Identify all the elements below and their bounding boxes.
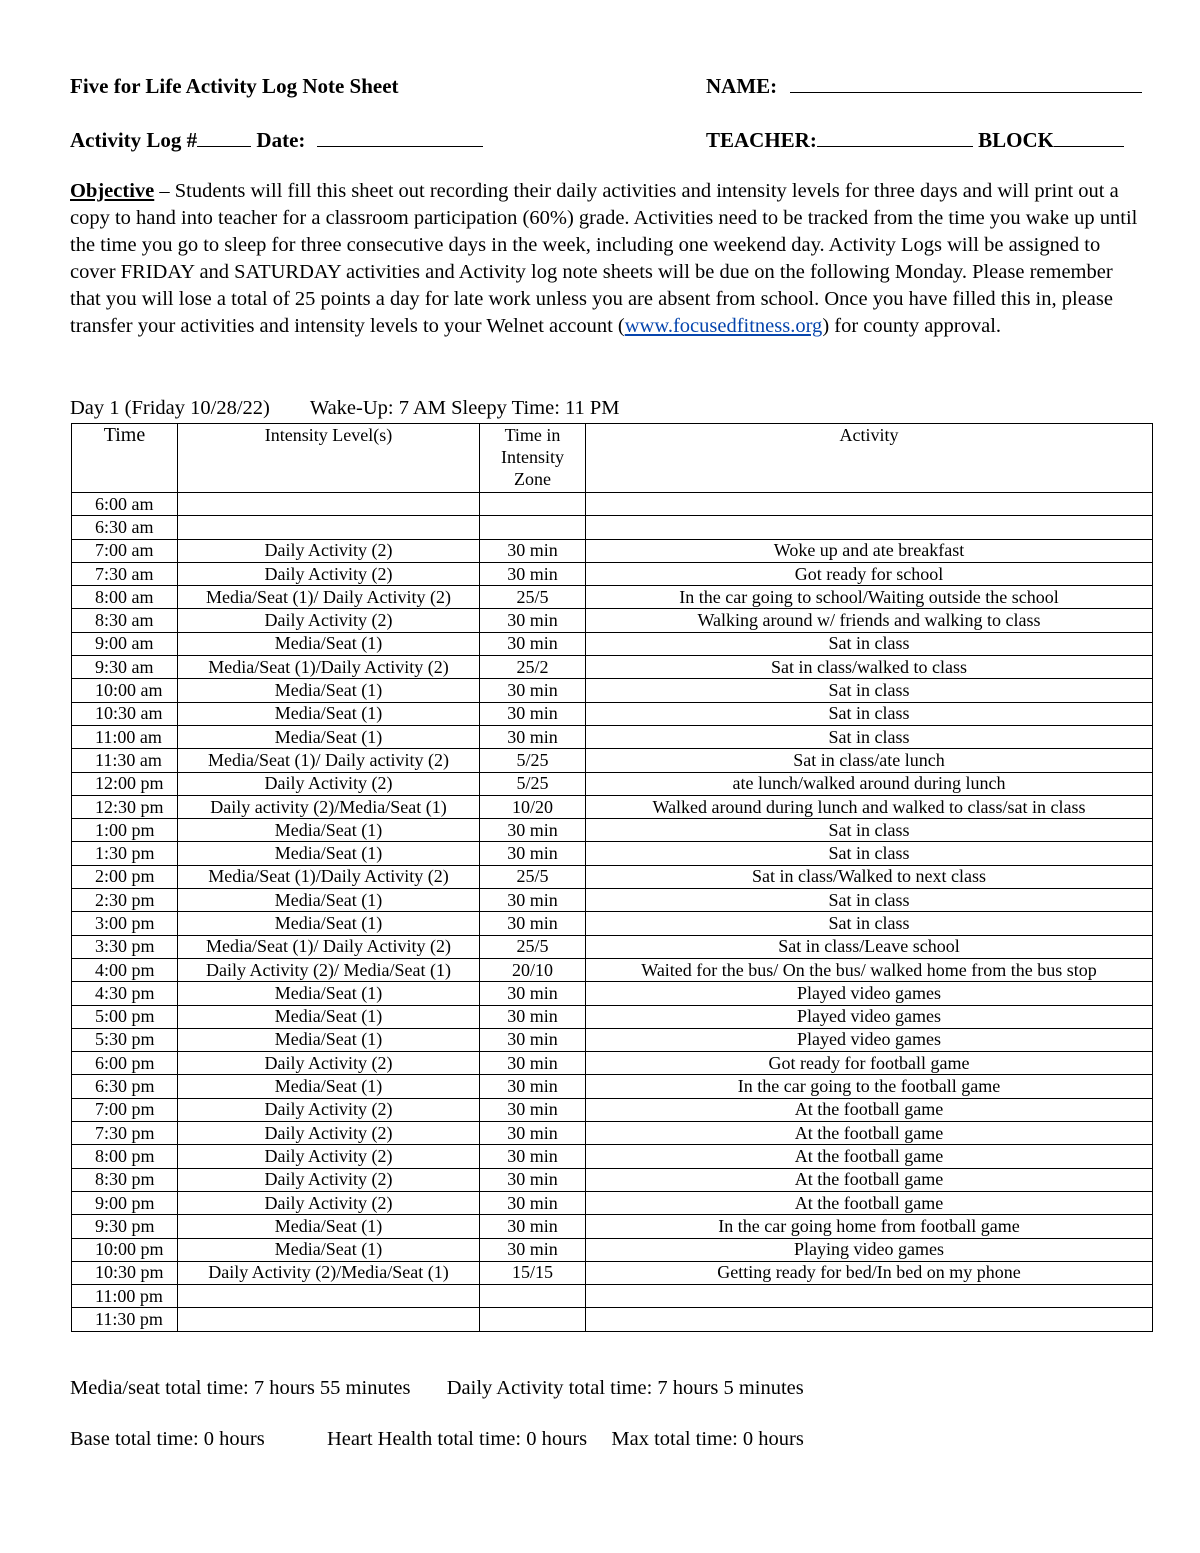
media-seat-total: Media/seat total time: 7 hours 55 minutes	[70, 1377, 411, 1399]
zone-time-cell	[480, 493, 586, 516]
intensity-cell: Media/Seat (1)	[178, 1005, 480, 1028]
time-cell: 1:00 pm	[72, 819, 178, 842]
activity-cell: Got ready for football game	[586, 1052, 1153, 1075]
time-cell: 9:00 am	[72, 632, 178, 655]
header-activity: Activity	[586, 424, 1153, 493]
activity-cell: Sat in class/Walked to next class	[586, 865, 1153, 888]
table-row	[72, 842, 1153, 865]
activity-cell	[586, 516, 1153, 539]
objective-label: Objective	[70, 180, 155, 202]
activity-cell: Sat in class/Leave school	[586, 935, 1153, 958]
intensity-cell: Media/Seat (1)	[178, 842, 480, 865]
zone-time-cell: 25/2	[480, 656, 586, 679]
time-cell: 1:30 pm	[72, 842, 178, 865]
teacher-block-line	[706, 128, 1124, 153]
intensity-cell: Daily Activity (2)	[178, 609, 480, 632]
table-row	[72, 516, 1153, 539]
name-label: NAME:	[706, 74, 778, 98]
table-row	[72, 539, 1153, 562]
activity-cell: Walked around during lunch and walked to class/sat in class	[586, 795, 1153, 818]
intensity-cell: Media/Seat (1)	[178, 1075, 480, 1098]
table-row	[72, 982, 1153, 1005]
intensity-cell: Daily Activity (2)	[178, 1052, 480, 1075]
zone-time-cell: 30 min	[480, 1028, 586, 1051]
zone-time-cell: 30 min	[480, 982, 586, 1005]
time-cell: 6:00 pm	[72, 1052, 178, 1075]
zone-time-cell: 25/5	[480, 865, 586, 888]
intensity-cell: Media/Seat (1)/ Daily Activity (2)	[178, 935, 480, 958]
time-cell: 8:30 am	[72, 609, 178, 632]
table-row	[72, 912, 1153, 935]
table-row	[72, 1145, 1153, 1168]
intensity-cell: Media/Seat (1)	[178, 1028, 480, 1051]
activity-cell: Sat in class	[586, 889, 1153, 912]
activity-cell: Sat in class	[586, 725, 1153, 748]
zone-time-cell: 20/10	[480, 958, 586, 981]
intensity-cell	[178, 493, 480, 516]
zone-time-cell	[480, 516, 586, 539]
activity-cell: Played video games	[586, 982, 1153, 1005]
time-cell: 7:30 pm	[72, 1122, 178, 1145]
intensity-cell: Daily Activity (2)/Media/Seat (1)	[178, 1261, 480, 1284]
log-number-blank[interactable]	[197, 128, 251, 147]
zone-time-cell: 30 min	[480, 1075, 586, 1098]
table-row	[72, 1005, 1153, 1028]
activity-cell: In the car going home from football game	[586, 1215, 1153, 1238]
table-row	[72, 1215, 1153, 1238]
activity-cell: ate lunch/walked around during lunch	[586, 772, 1153, 795]
intensity-cell: Media/Seat (1)	[178, 912, 480, 935]
zone-time-cell: 30 min	[480, 1098, 586, 1121]
table-row	[72, 702, 1153, 725]
intensity-cell: Media/Seat (1)	[178, 1238, 480, 1261]
welnet-link[interactable]: www.focusedfitness.org	[624, 315, 823, 337]
log-number-label: Activity Log #	[70, 128, 198, 152]
intensity-cell: Daily Activity (2)	[178, 562, 480, 585]
time-cell: 6:30 am	[72, 516, 178, 539]
activity-log-table	[71, 423, 1153, 1332]
activity-cell: Sat in class/ate lunch	[586, 749, 1153, 772]
table-row	[72, 609, 1153, 632]
zone-time-cell: 30 min	[480, 702, 586, 725]
intensity-cell: Media/Seat (1)	[178, 819, 480, 842]
zone-time-cell: 25/5	[480, 935, 586, 958]
table-row	[72, 1238, 1153, 1261]
zone-time-cell: 30 min	[480, 679, 586, 702]
zone-time-cell: 30 min	[480, 539, 586, 562]
time-cell: 9:00 pm	[72, 1191, 178, 1214]
activity-cell: At the football game	[586, 1191, 1153, 1214]
zone-time-cell: 30 min	[480, 725, 586, 748]
table-row	[72, 586, 1153, 609]
table-row	[72, 656, 1153, 679]
table-row	[72, 562, 1153, 585]
activity-cell: Sat in class	[586, 679, 1153, 702]
date-label: Date:	[256, 128, 306, 152]
zone-time-cell: 30 min	[480, 609, 586, 632]
sheet-title: Five for Life Activity Log Note Sheet	[70, 74, 399, 98]
time-cell: 7:00 pm	[72, 1098, 178, 1121]
zone-time-cell: 30 min	[480, 889, 586, 912]
intensity-cell: Media/Seat (1)	[178, 1215, 480, 1238]
table-row	[72, 749, 1153, 772]
max-total: Max total time: 0 hours	[611, 1428, 804, 1450]
time-cell: 6:30 pm	[72, 1075, 178, 1098]
time-cell: 8:00 pm	[72, 1145, 178, 1168]
table-row	[72, 725, 1153, 748]
activity-cell	[586, 1285, 1153, 1308]
zone-time-cell: 5/25	[480, 749, 586, 772]
activity-cell: Getting ready for bed/In bed on my phone	[586, 1261, 1153, 1284]
zone-time-cell: 30 min	[480, 1168, 586, 1191]
zone-time-cell: 30 min	[480, 1122, 586, 1145]
header-intensity: Intensity Level(s)	[178, 424, 480, 493]
activity-cell: Playing video games	[586, 1238, 1153, 1261]
activity-cell: At the football game	[586, 1145, 1153, 1168]
time-cell: 9:30 pm	[72, 1215, 178, 1238]
activity-cell: At the football game	[586, 1168, 1153, 1191]
intensity-cell: Daily Activity (2)	[178, 772, 480, 795]
zone-time-cell: 15/15	[480, 1261, 586, 1284]
activity-cell: Sat in class	[586, 842, 1153, 865]
zone-time-cell: 25/5	[480, 586, 586, 609]
header-time-in-zone	[480, 424, 586, 493]
intensity-cell: Daily Activity (2)	[178, 1098, 480, 1121]
day-label: Day 1 (Friday 10/28/22)	[70, 397, 270, 419]
header-zone-line-2: Intensity	[501, 447, 564, 467]
totals-line-1	[70, 1377, 804, 1400]
table-row	[72, 632, 1153, 655]
intensity-cell: Daily Activity (2)	[178, 1145, 480, 1168]
zone-time-cell	[480, 1285, 586, 1308]
time-cell: 2:00 pm	[72, 865, 178, 888]
time-cell: 10:00 pm	[72, 1238, 178, 1261]
zone-time-cell: 30 min	[480, 842, 586, 865]
intensity-cell: Media/Seat (1)/ Daily activity (2)	[178, 749, 480, 772]
name-blank[interactable]	[790, 74, 1142, 93]
activity-cell: Sat in class	[586, 912, 1153, 935]
table-row	[72, 679, 1153, 702]
time-cell: 8:30 pm	[72, 1168, 178, 1191]
intensity-cell: Daily Activity (2)	[178, 1168, 480, 1191]
zone-time-cell	[480, 1308, 586, 1331]
table-row	[72, 889, 1153, 912]
activity-cell	[586, 1308, 1153, 1331]
activity-cell: Sat in class	[586, 702, 1153, 725]
table-row	[72, 1052, 1153, 1075]
table-header-row	[72, 424, 1153, 493]
zone-time-cell: 30 min	[480, 819, 586, 842]
activity-cell: Waited for the bus/ On the bus/ walked home from the bus stop	[586, 958, 1153, 981]
activity-cell: At the football game	[586, 1122, 1153, 1145]
activity-cell: Walking around w/ friends and walking to class	[586, 609, 1153, 632]
intensity-cell: Daily Activity (2)	[178, 1191, 480, 1214]
table-row	[72, 819, 1153, 842]
zone-time-cell: 30 min	[480, 1052, 586, 1075]
activity-cell: At the football game	[586, 1098, 1153, 1121]
time-cell: 4:30 pm	[72, 982, 178, 1005]
time-cell: 7:30 am	[72, 562, 178, 585]
totals-line-2	[70, 1428, 804, 1451]
table-row	[72, 1261, 1153, 1284]
base-total: Base total time: 0 hours	[70, 1428, 265, 1450]
time-cell: 8:00 am	[72, 586, 178, 609]
block-blank[interactable]	[1054, 128, 1124, 147]
name-field[interactable]	[706, 74, 1142, 99]
time-cell: 12:30 pm	[72, 795, 178, 818]
daily-activity-total: Daily Activity total time: 7 hours 5 minutes	[446, 1377, 804, 1399]
intensity-cell: Media/Seat (1)	[178, 632, 480, 655]
table-row	[72, 935, 1153, 958]
time-cell: 3:30 pm	[72, 935, 178, 958]
intensity-cell: Daily Activity (2)	[178, 1122, 480, 1145]
intensity-cell: Media/Seat (1)/Daily Activity (2)	[178, 865, 480, 888]
activity-cell: Got ready for school	[586, 562, 1153, 585]
time-cell: 10:30 am	[72, 702, 178, 725]
intensity-cell: Daily Activity (2)/ Media/Seat (1)	[178, 958, 480, 981]
block-label: BLOCK	[978, 128, 1054, 152]
zone-time-cell: 5/25	[480, 772, 586, 795]
table-row	[72, 1285, 1153, 1308]
header-zone-line-1: Time in	[504, 425, 561, 445]
time-cell: 11:00 pm	[72, 1285, 178, 1308]
zone-time-cell: 30 min	[480, 912, 586, 935]
intensity-cell: Media/Seat (1)	[178, 889, 480, 912]
table-row	[72, 493, 1153, 516]
day-line	[70, 397, 620, 420]
activity-cell: Played video games	[586, 1028, 1153, 1051]
intensity-cell: Daily activity (2)/Media/Seat (1)	[178, 795, 480, 818]
objective-text: – Students will fill this sheet out recording their daily activities and intensity levels for three days and will print out a copy to hand into teacher for a classroom participation (60%) grade. Activities need to be tracked from the time you wake up until the time you go to sleep for three consecutive days in the week, including one weekend day. Activity Logs will be assigned to cover FRIDAY and SATURDAY activities and Activity log note sheets will be due on the following Monday. Please remember that you will lose a total of 25 points a day for late work unless you are absent from school. Once you have filled this in, please transfer your activities and intensity levels to your Welnet account (	[70, 180, 1138, 337]
intensity-cell: Media/Seat (1)/Daily Activity (2)	[178, 656, 480, 679]
header-time: Time	[72, 424, 178, 493]
activity-cell: Woke up and ate breakfast	[586, 539, 1153, 562]
time-cell: 9:30 am	[72, 656, 178, 679]
table-row	[72, 958, 1153, 981]
table-row	[72, 1191, 1153, 1214]
zone-time-cell: 30 min	[480, 1145, 586, 1168]
table-row	[72, 795, 1153, 818]
teacher-blank[interactable]	[817, 128, 973, 147]
table-row	[72, 1122, 1153, 1145]
time-cell: 6:00 am	[72, 493, 178, 516]
activity-cell: In the car going to the football game	[586, 1075, 1153, 1098]
time-cell: 5:00 pm	[72, 1005, 178, 1028]
intensity-cell	[178, 1285, 480, 1308]
activity-cell: Sat in class	[586, 819, 1153, 842]
zone-time-cell: 30 min	[480, 1005, 586, 1028]
intensity-cell: Daily Activity (2)	[178, 539, 480, 562]
heart-health-total: Heart Health total time: 0 hours	[326, 1428, 588, 1450]
table-body	[72, 493, 1153, 1332]
table-row	[72, 1098, 1153, 1121]
zone-time-cell: 30 min	[480, 632, 586, 655]
header-zone-line-3: Zone	[514, 469, 551, 489]
time-cell: 7:00 am	[72, 539, 178, 562]
table-row	[72, 772, 1153, 795]
table-row	[72, 1028, 1153, 1051]
time-cell: 5:30 pm	[72, 1028, 178, 1051]
zone-time-cell: 30 min	[480, 1215, 586, 1238]
wake-sleep-times: Wake-Up: 7 AM Sleepy Time: 11 PM	[309, 397, 620, 419]
zone-time-cell: 30 min	[480, 1191, 586, 1214]
zone-time-cell: 30 min	[480, 562, 586, 585]
activity-cell: Sat in class	[586, 632, 1153, 655]
time-cell: 10:00 am	[72, 679, 178, 702]
intensity-cell: Media/Seat (1)	[178, 982, 480, 1005]
time-cell: 10:30 pm	[72, 1261, 178, 1284]
time-cell: 3:00 pm	[72, 912, 178, 935]
intensity-cell: Media/Seat (1)	[178, 679, 480, 702]
table-row	[72, 1308, 1153, 1331]
teacher-label: TEACHER:	[706, 128, 817, 152]
time-cell: 4:00 pm	[72, 958, 178, 981]
objective-paragraph	[70, 178, 1140, 340]
activity-cell	[586, 493, 1153, 516]
intensity-cell: Media/Seat (1)	[178, 725, 480, 748]
activity-cell: Played video games	[586, 1005, 1153, 1028]
log-date-line	[70, 128, 483, 153]
objective-text-end: ) for county approval.	[822, 315, 1002, 337]
time-cell: 2:30 pm	[72, 889, 178, 912]
time-cell: 11:00 am	[72, 725, 178, 748]
intensity-cell	[178, 1308, 480, 1331]
zone-time-cell: 30 min	[480, 1238, 586, 1261]
intensity-cell: Media/Seat (1)	[178, 702, 480, 725]
table-row	[72, 1168, 1153, 1191]
intensity-cell: Media/Seat (1)/ Daily Activity (2)	[178, 586, 480, 609]
date-blank[interactable]	[317, 128, 483, 147]
activity-cell: Sat in class/walked to class	[586, 656, 1153, 679]
table-row	[72, 1075, 1153, 1098]
time-cell: 11:30 pm	[72, 1308, 178, 1331]
activity-cell: In the car going to school/Waiting outside the school	[586, 586, 1153, 609]
table-row	[72, 865, 1153, 888]
time-cell: 12:00 pm	[72, 772, 178, 795]
time-cell: 11:30 am	[72, 749, 178, 772]
intensity-cell	[178, 516, 480, 539]
zone-time-cell: 10/20	[480, 795, 586, 818]
